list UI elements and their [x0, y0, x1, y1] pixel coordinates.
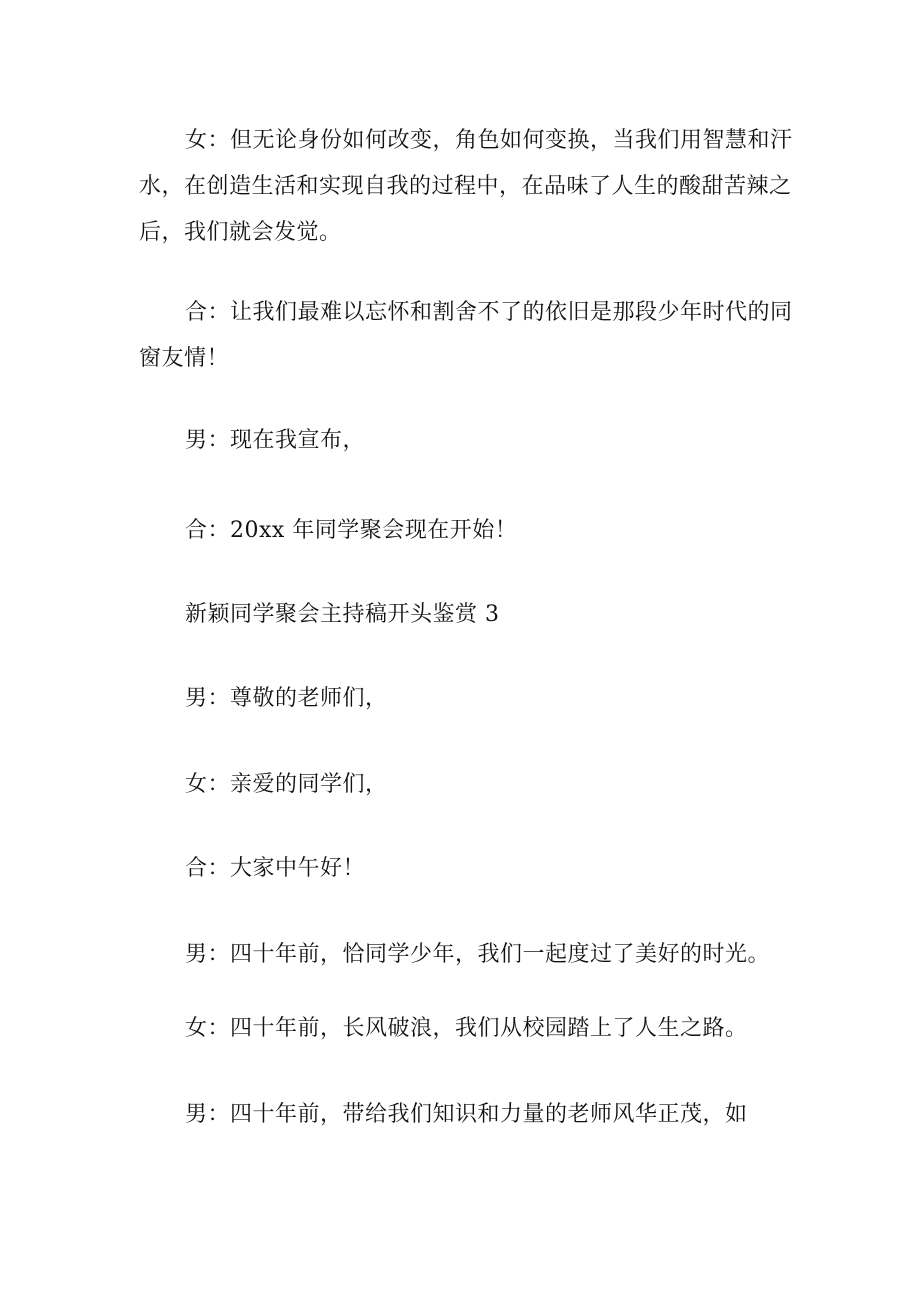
- paragraph-female-classmates: 女：亲爱的同学们，: [185, 772, 388, 797]
- paragraph-together-greeting: 合：大家中午好！: [185, 856, 366, 881]
- paragraph-female-intro: 女：但无论身份如何改变，角色如何变换，当我们用智慧和汗水，在创造生活和实现自我的过程中，在品味了人生的酸甜苦辣之后，我们就会发觉。: [139, 128, 793, 245]
- paragraph-male-teachers: 男：尊敬的老师们，: [185, 686, 388, 711]
- paragraph-together-start: 合：20xx 年同学聚会现在开始！: [185, 518, 518, 543]
- paragraph-male-forty-years-1: 男：四十年前，恰同学少年，我们一起度过了美好的时光。: [185, 942, 771, 967]
- paragraph-together-friendship: 合：让我们最难以忘怀和割舍不了的依旧是那段少年时代的同窗友情！: [139, 300, 793, 371]
- paragraph-male-announce: 男：现在我宣布，: [185, 428, 366, 453]
- section-heading: 新颖同学聚会主持稿开头鉴赏 3: [185, 602, 500, 627]
- paragraph-female-forty-years: 女：四十年前，长风破浪，我们从校园踏上了人生之路。: [185, 1016, 748, 1041]
- paragraph-male-forty-years-2: 男：四十年前，带给我们知识和力量的老师风华正茂，如: [185, 1102, 748, 1127]
